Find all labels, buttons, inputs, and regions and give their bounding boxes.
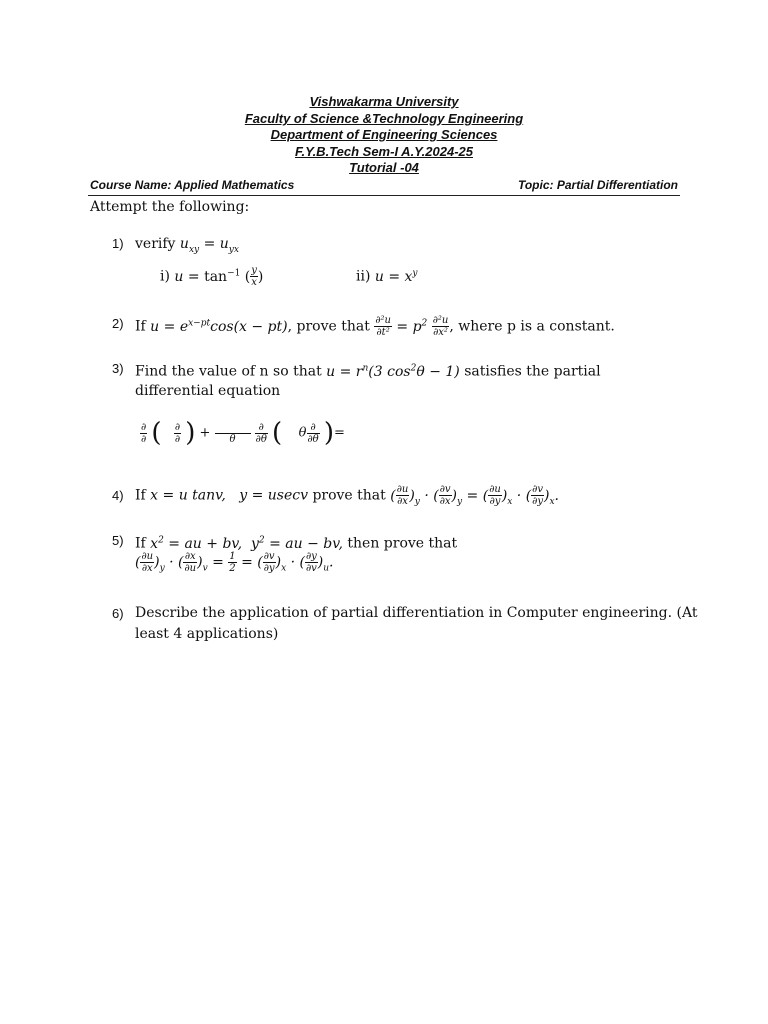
q1-number: 1) — [112, 236, 124, 251]
q1-part-i — [160, 262, 263, 288]
university-name: Vishwakarma University — [309, 94, 459, 109]
q1-part-i-label: i) — [160, 268, 170, 285]
q3-formula: $u = r^n(3$ $\cos^2\theta - 1$) — [326, 363, 460, 380]
q1-part-ii-label: ii) — [356, 268, 371, 285]
q4-if: If — [135, 487, 146, 504]
q6-line1: Describe the application of partial differentiation in Computer engineering. (At — [135, 605, 698, 621]
q4-prove: prove that — [312, 487, 386, 504]
q5-prove: then prove that — [347, 535, 458, 552]
q5-if: If — [135, 535, 146, 552]
department-name: Department of Engineering Sciences — [270, 127, 498, 142]
q1-text — [135, 233, 239, 261]
q1-part-i-formula: $u = \tan^{-1}$ ( $\frac{y}{x}$ ) — [174, 265, 264, 289]
q2-text — [135, 312, 615, 338]
q6-line2: least 4 applications) — [135, 626, 279, 642]
q2-formula-pde: $\frac{\text{∂²u}}{\text{∂t²}}$ = $p^2$ $\frac{\text{∂²u}}{\text{∂x²}}$ — [375, 315, 449, 339]
q4-number: 4) — [112, 488, 124, 503]
q3-number: 3) — [112, 361, 124, 376]
instructions: Attempt the following: — [90, 199, 250, 215]
class-line: F.Y.B.Tech Sem-I A.Y.2024-25 — [294, 144, 473, 159]
q3-line2: differential equation — [135, 383, 281, 399]
q3-text — [135, 357, 601, 383]
q1-verify: verify — [135, 236, 176, 252]
q2-constant-note: , where p is a constant. — [449, 318, 615, 335]
q2-formula-u: $u = e^{x-pt}\cos(x - pt)$ — [150, 318, 288, 335]
q3-find: Find the value of n so that — [135, 363, 322, 380]
tutorial-title: Tutorial -04 — [349, 160, 419, 175]
faculty-name: Faculty of Science &Technology Engineering — [244, 111, 524, 126]
q5-number: 5) — [112, 533, 124, 548]
q4-formula-xy: x = u tanv, y = usecv — [150, 487, 308, 504]
q4-formula-result: ( $\frac{\partial u}{\partial x}$ )$_y$ · ( $\frac{\partial v}{\partial x}$ )$_y$ = ( $\frac{\partial u}{\partial y}$ )$_x$ · ( $\frac{\partial v}{\partial y}$ )$_x$. — [390, 484, 559, 507]
header-divider — [88, 195, 680, 196]
q2-if: If — [135, 318, 146, 335]
q1-part-ii-formula: $u = x^y$ — [374, 268, 418, 285]
q4-text — [135, 484, 559, 512]
q6-number: 6) — [112, 606, 124, 621]
q3-satisfies: satisfies the partial — [464, 363, 601, 380]
q2-number: 2) — [112, 316, 124, 331]
course-topic: Topic: Partial Differentiation — [517, 178, 678, 192]
q3-pde: $\frac{\partial}{\partial}$ ( $\frac{\partial}{\partial}$ ) + θ $\frac{\partial}{\partial\theta}$ ( θ $\frac{\partial}{\partial\theta}$ )= — [141, 418, 345, 448]
q1-formula: $u_{xy} = u_{yx}$ — [179, 236, 239, 255]
q1-part-ii — [356, 262, 418, 288]
q5-formula-result: ( $\frac{\partial u}{\partial x}$ )$_y$ · ( $\frac{\partial x}{\partial u}$ )$_v$ = $\frac{1}{2}$ = ( $\frac{\partial v}{\partial y}$ )$_x$ · ( $\frac{\partial y}{\partial v}$ )$_u$. — [135, 551, 334, 574]
q5-formula-xy: $x^2$ = au + bv, $y^2$ = au − bv, — [150, 535, 343, 552]
q2-prove: , prove that — [287, 318, 370, 335]
course-name: Course Name: Applied Mathematics — [90, 178, 295, 192]
